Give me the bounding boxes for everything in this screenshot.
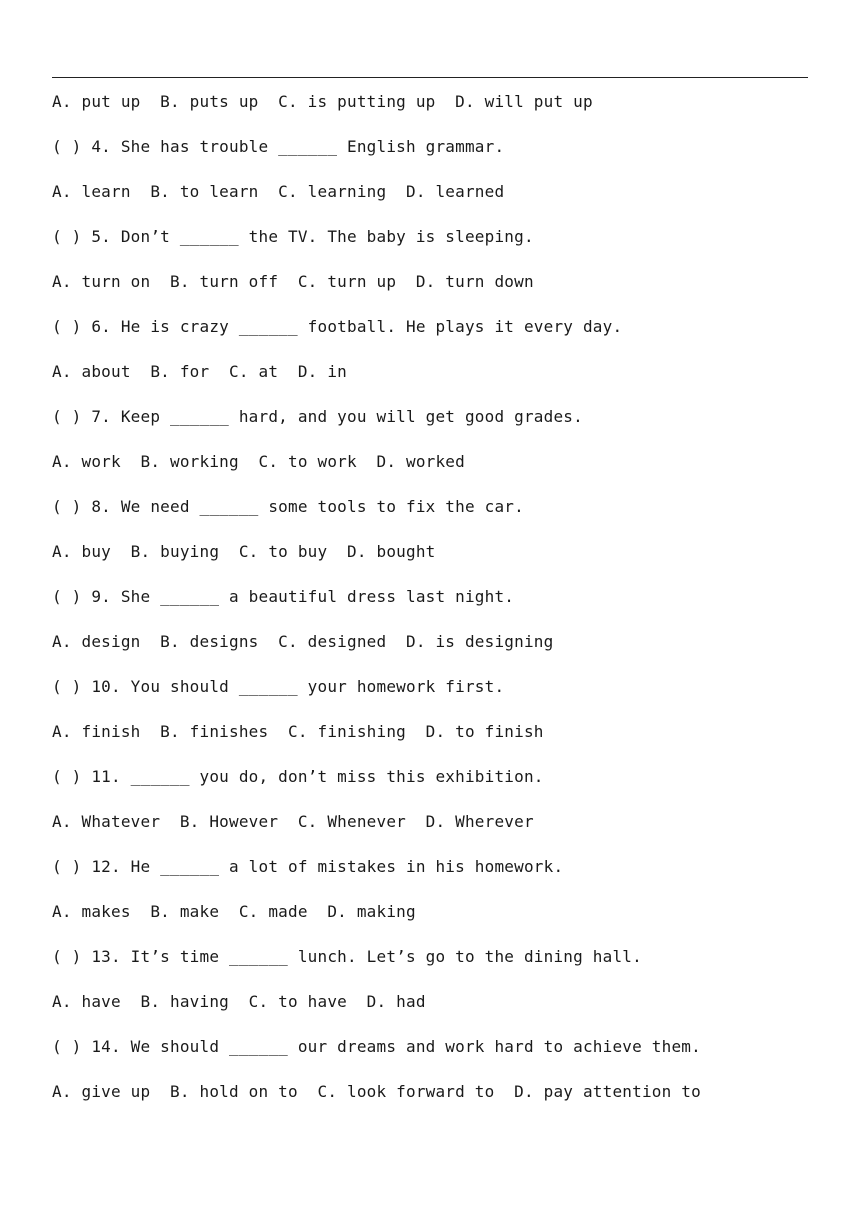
options-line: A. Whatever B. However C. Whenever D. Wherever (52, 812, 534, 831)
question-line: ( ) 8. We need ______ some tools to fix the car. (52, 497, 524, 516)
question-line: ( ) 5. Don’t ______ the TV. The baby is sleeping. (52, 227, 534, 246)
options-line: A. put up B. puts up C. is putting up D. will put up (52, 92, 593, 111)
question-line: ( ) 4. She has trouble ______ English grammar. (52, 137, 505, 156)
options-line: A. buy B. buying C. to buy D. bought (52, 542, 436, 561)
options-line: A. give up B. hold on to C. look forward to D. pay attention to (52, 1082, 701, 1101)
question-line: ( ) 14. We should ______ our dreams and work hard to achieve them. (52, 1037, 701, 1056)
question-line: ( ) 10. You should ______ your homework first. (52, 677, 505, 696)
question-line: ( ) 7. Keep ______ hard, and you will get good grades. (52, 407, 583, 426)
question-line: ( ) 11. ______ you do, don’t miss this exhibition. (52, 767, 544, 786)
question-line: ( ) 13. It’s time ______ lunch. Let’s go to the dining hall. (52, 947, 642, 966)
header-rule (52, 77, 808, 78)
options-line: A. have B. having C. to have D. had (52, 992, 426, 1011)
options-line: A. finish B. finishes C. finishing D. to finish (52, 722, 544, 741)
options-line: A. makes B. make C. made D. making (52, 902, 416, 921)
question-list (52, 89, 832, 1124)
options-line: A. about B. for C. at D. in (52, 362, 347, 381)
options-line: A. learn B. to learn C. learning D. learned (52, 182, 505, 201)
options-line: A. work B. working C. to work D. worked (52, 452, 465, 471)
question-line: ( ) 9. She ______ a beautiful dress last night. (52, 587, 515, 606)
options-line: A. turn on B. turn off C. turn up D. turn down (52, 272, 534, 291)
options-line: A. design B. designs C. designed D. is designing (52, 632, 554, 651)
question-line: ( ) 6. He is crazy ______ football. He plays it every day. (52, 317, 623, 336)
question-line: ( ) 12. He ______ a lot of mistakes in his homework. (52, 857, 564, 876)
